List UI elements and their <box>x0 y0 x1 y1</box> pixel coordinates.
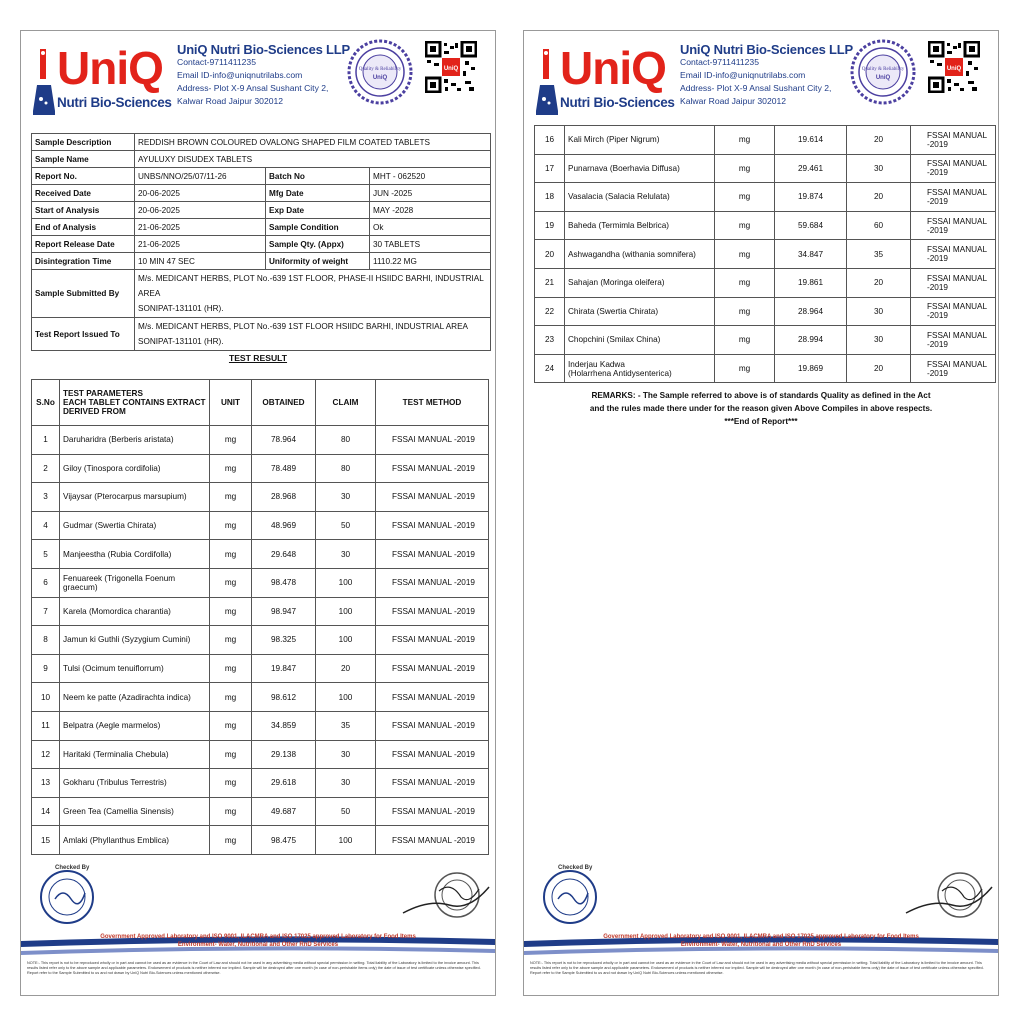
row-method: FSSAI MANUAL -2019 <box>911 240 996 269</box>
row-parameter: Belpatra (Aegle marmelos) <box>60 711 210 740</box>
row-method: FSSAI MANUAL -2019 <box>911 326 996 355</box>
remarks <box>524 389 998 428</box>
row-method: FSSAI MANUAL -2019 <box>376 769 489 798</box>
row-parameter-line-2: (Holarrhena Antidysenterica) <box>568 368 672 378</box>
row-obtained: 98.478 <box>252 568 316 597</box>
start-analysis-label: Start of Analysis <box>32 202 135 219</box>
batch-no-value: MHT - 062520 <box>370 168 491 185</box>
company-name: UniQ Nutri Bio-Sciences LLP <box>680 42 854 57</box>
table-row <box>535 268 996 297</box>
row-claim: 80 <box>316 426 376 455</box>
row-obtained: 29.138 <box>252 740 316 769</box>
row-claim: 30 <box>316 540 376 569</box>
row-sno: 4 <box>32 511 60 540</box>
row-obtained: 78.489 <box>252 454 316 483</box>
row-obtained: 28.968 <box>252 483 316 512</box>
row-unit: mg <box>210 483 252 512</box>
row-claim: 100 <box>316 683 376 712</box>
table-row <box>32 740 489 769</box>
row-unit: mg <box>715 240 775 269</box>
row-claim: 100 <box>316 826 376 855</box>
table-row <box>32 151 491 168</box>
table-row <box>32 511 489 540</box>
row-method: FSSAI MANUAL -2019 <box>911 211 996 240</box>
sample-qty-value: 30 TABLETS <box>370 236 491 253</box>
row-claim: 100 <box>316 568 376 597</box>
sample-description-value: REDDISH BROWN COLOURED OVALONG SHAPED FILM COATED TABLETS <box>135 134 491 151</box>
table-row <box>32 454 489 483</box>
row-obtained: 34.859 <box>252 711 316 740</box>
row-claim: 100 <box>316 626 376 655</box>
row-unit: mg <box>210 568 252 597</box>
row-parameter: Green Tea (Camellia Sinensis) <box>60 797 210 826</box>
col-param-line-3: DERIVED FROM <box>63 407 126 416</box>
row-unit: mg <box>210 797 252 826</box>
row-method: FSSAI MANUAL -2019 <box>376 568 489 597</box>
row-claim: 50 <box>316 797 376 826</box>
row-unit: mg <box>210 740 252 769</box>
logo-subtitle: Nutri Bio-Sciences <box>560 95 675 110</box>
row-method: FSSAI MANUAL -2019 <box>376 454 489 483</box>
remarks-line-2: and the rules made there under for the reason given Above Compiles in above respects. <box>589 404 933 413</box>
row-sno: 24 <box>535 354 565 383</box>
row-unit: mg <box>715 268 775 297</box>
table-row <box>32 626 489 655</box>
letterhead <box>21 31 495 123</box>
row-sno: 23 <box>535 326 565 355</box>
uniformity-label: Uniformity of weight <box>266 253 370 270</box>
sample-name-label: Sample Name <box>32 151 135 168</box>
received-date-label: Received Date <box>32 185 135 202</box>
uniformity-value: 1110.22 MG <box>370 253 491 270</box>
row-obtained: 98.612 <box>252 683 316 712</box>
table-row <box>535 211 996 240</box>
sample-description-label: Sample Description <box>32 134 135 151</box>
row-parameter: Jamun ki Guthli (Syzygium Cumini) <box>60 626 210 655</box>
table-row <box>32 769 489 798</box>
row-obtained: 28.994 <box>775 326 847 355</box>
row-unit: mg <box>210 626 252 655</box>
row-parameter: Chirata (Swertia Chirata) <box>565 297 715 326</box>
row-unit: mg <box>715 154 775 183</box>
row-obtained: 34.847 <box>775 240 847 269</box>
row-claim: 20 <box>847 183 911 212</box>
letterhead <box>524 31 998 123</box>
company-contact: Contact-9711411235 <box>177 57 256 67</box>
row-obtained: 98.475 <box>252 826 316 855</box>
table-row <box>32 426 489 455</box>
exp-date-value: MAY -2028 <box>370 202 491 219</box>
row-claim: 60 <box>847 211 911 240</box>
row-parameter: Sahajan (Moringa oleifera) <box>565 268 715 297</box>
row-obtained: 19.847 <box>252 654 316 683</box>
col-param-line-2: EACH TABLET CONTAINS EXTRACT <box>63 398 206 407</box>
submitted-by-line-1: M/s. MEDICANT HERBS, PLOT No.-639 1ST FLOOR, PHASE-II HSIIDC BARHI, INDUSTRIAL AREA <box>138 274 484 298</box>
col-obtained: OBTAINED <box>252 380 316 426</box>
authorised-signature-icon <box>399 869 491 925</box>
row-claim: 50 <box>316 511 376 540</box>
row-unit: mg <box>210 769 252 798</box>
row-unit: mg <box>210 826 252 855</box>
row-unit: mg <box>210 511 252 540</box>
table-row <box>535 154 996 183</box>
company-logo <box>31 41 172 121</box>
row-unit: mg <box>210 711 252 740</box>
row-obtained: 98.325 <box>252 626 316 655</box>
row-obtained: 29.461 <box>775 154 847 183</box>
row-unit: mg <box>715 183 775 212</box>
row-sno: 6 <box>32 568 60 597</box>
col-param-line-1: TEST PARAMETERS <box>63 389 143 398</box>
row-sno: 11 <box>32 711 60 740</box>
footer-line-1: Government Approved Laboratory and ISO 9001, ILACMRA and ISO 17025 approved Laboratory for Food Items <box>603 934 919 940</box>
row-parameter: Tulsi (Ocimum tenuiflorrum) <box>60 654 210 683</box>
row-sno: 15 <box>32 826 60 855</box>
row-method: FSSAI MANUAL -2019 <box>376 511 489 540</box>
row-claim: 20 <box>847 126 911 155</box>
row-obtained: 29.618 <box>252 769 316 798</box>
test-results-table-continued <box>534 125 996 383</box>
row-parameter: Vijaysar (Pterocarpus marsupium) <box>60 483 210 512</box>
row-unit: mg <box>715 297 775 326</box>
row-parameter: Giloy (Tinospora cordifolia) <box>60 454 210 483</box>
test-result-title: TEST RESULT <box>228 353 288 363</box>
row-parameter: Chopchini (Smilax China) <box>565 326 715 355</box>
table-row <box>32 253 491 270</box>
remarks-line-1: REMARKS: - The Sample referred to above is of standards Quality as defined in the Act <box>591 391 931 400</box>
table-row <box>32 270 491 318</box>
row-unit: mg <box>210 454 252 483</box>
logo-subtitle: Nutri Bio-Sciences <box>57 95 172 110</box>
row-parameter: Baheda (Termimla Belbrica) <box>565 211 715 240</box>
row-method: FSSAI MANUAL -2019 <box>376 626 489 655</box>
footer-note: NOTE:- This report is not to be reproduced wholly or in part and cannot be used as an evidence in the Court of Law and should not be used in any advertising media without special permission in writing. Total liability of the Laboratory is limited to the invoice amount. This results listed refer only to the above sample and applicable parameters. Endorsement of products is neither inferred nor implied. Sample will be destroyed after one month (in case of non-perishable items only) the date of issue of test certificate unless otherwise specified. Report refer to the Sample Submitted to us and not drawn by UniQ Nutri Bio-Sciences unless mentioned otherwise. <box>27 961 481 975</box>
test-results-table <box>31 379 489 855</box>
row-unit: mg <box>715 326 775 355</box>
row-sno: 14 <box>32 797 60 826</box>
row-sno: 7 <box>32 597 60 626</box>
row-parameter: Ashwagandha (withania somnifera) <box>565 240 715 269</box>
table-row <box>32 540 489 569</box>
table-row <box>32 318 491 351</box>
row-parameter: Gokharu (Tribulus Terrestris) <box>60 769 210 798</box>
issued-to-line-1: M/s. MEDICANT HERBS, PLOT No.-639 1ST FLOOR HSIIDC BARHI, INDUSTRIAL AREA <box>138 322 469 331</box>
row-parameter: Vasalacia (Salacia Relulata) <box>565 183 715 212</box>
table-row <box>32 236 491 253</box>
row-unit: mg <box>210 654 252 683</box>
row-obtained: 48.969 <box>252 511 316 540</box>
row-sno: 3 <box>32 483 60 512</box>
row-method: FSSAI MANUAL -2019 <box>376 826 489 855</box>
table-row <box>32 683 489 712</box>
row-claim: 30 <box>316 483 376 512</box>
row-method: FSSAI MANUAL -2019 <box>911 154 996 183</box>
table-row <box>32 597 489 626</box>
row-sno: 18 <box>535 183 565 212</box>
mfg-date-label: Mfg Date <box>266 185 370 202</box>
row-claim: 20 <box>316 654 376 683</box>
company-logo <box>534 41 675 121</box>
received-date-value: 20-06-2025 <box>135 185 266 202</box>
table-row <box>32 711 489 740</box>
row-method: FSSAI MANUAL -2019 <box>376 483 489 512</box>
row-sno: 10 <box>32 683 60 712</box>
row-unit: mg <box>715 354 775 383</box>
row-method: FSSAI MANUAL -2019 <box>911 268 996 297</box>
sample-qty-label: Sample Qty. (Appx) <box>266 236 370 253</box>
company-name: UniQ Nutri Bio-Sciences LLP <box>177 42 351 57</box>
issued-to-line-2: SONIPAT-131101 (HR). <box>138 337 224 346</box>
row-method: FSSAI MANUAL -2019 <box>376 540 489 569</box>
row-method: FSSAI MANUAL -2019 <box>911 183 996 212</box>
col-method: TEST METHOD <box>376 380 489 426</box>
table-row <box>535 326 996 355</box>
mfg-date-value: JUN -2025 <box>370 185 491 202</box>
row-parameter: Daruharidra (Berberis aristata) <box>60 426 210 455</box>
table-row <box>535 297 996 326</box>
table-row <box>32 826 489 855</box>
company-details <box>177 42 351 108</box>
row-obtained: 49.687 <box>252 797 316 826</box>
company-address-2: Kalwar Road Jaipur 302012 <box>177 96 284 106</box>
report-page-2 <box>523 30 999 996</box>
row-claim: 35 <box>847 240 911 269</box>
end-of-report: ***End of Report*** <box>724 417 798 426</box>
row-unit: mg <box>715 126 775 155</box>
seal-text: Quality & Reliability <box>358 67 402 72</box>
row-method: FSSAI MANUAL -2019 <box>376 683 489 712</box>
exp-date-label: Exp Date <box>266 202 370 219</box>
row-obtained: 19.869 <box>775 354 847 383</box>
row-method: FSSAI MANUAL -2019 <box>376 597 489 626</box>
table-row <box>32 134 491 151</box>
end-analysis-label: End of Analysis <box>32 219 135 236</box>
row-obtained: 78.964 <box>252 426 316 455</box>
row-unit: mg <box>210 597 252 626</box>
sample-info-table <box>31 133 491 351</box>
table-row <box>535 183 996 212</box>
row-sno: 21 <box>535 268 565 297</box>
row-claim: 20 <box>847 268 911 297</box>
row-sno: 9 <box>32 654 60 683</box>
disintegration-value: 10 MIN 47 SEC <box>135 253 266 270</box>
logo-wordmark: UniQ <box>560 42 666 94</box>
row-claim: 30 <box>316 769 376 798</box>
table-row <box>32 797 489 826</box>
table-row <box>32 568 489 597</box>
row-parameter: Gudmar (Swertia Chirata) <box>60 511 210 540</box>
row-claim: 30 <box>847 326 911 355</box>
company-email: Email ID-info@uniqnutrilabs.com <box>177 70 303 80</box>
row-parameter: Punarnava (Boerhavia Diffusa) <box>565 154 715 183</box>
row-obtained: 28.964 <box>775 297 847 326</box>
checked-by-stamp-icon <box>538 863 602 927</box>
submitted-by-value <box>135 270 491 318</box>
disintegration-label: Disintegration Time <box>32 253 135 270</box>
table-header-row <box>32 380 489 426</box>
col-unit: UNIT <box>210 380 252 426</box>
sample-name-value: AYULUXY DISUDEX TABLETS <box>135 151 491 168</box>
qr-label: UniQ <box>443 66 459 72</box>
submitted-by-line-2: SONIPAT-131101 (HR). <box>138 304 224 313</box>
company-contact: Contact-9711411235 <box>680 57 759 67</box>
row-obtained: 19.874 <box>775 183 847 212</box>
row-obtained: 98.947 <box>252 597 316 626</box>
row-parameter: Amlaki (Phyllanthus Emblica) <box>60 826 210 855</box>
qr-code-icon <box>928 41 980 93</box>
quality-seal-icon <box>850 39 916 105</box>
seal-brand: UniQ <box>875 75 891 81</box>
col-sno: S.No <box>32 380 60 426</box>
issued-to-value <box>135 318 491 351</box>
table-row <box>32 654 489 683</box>
company-email: Email ID-info@uniqnutrilabs.com <box>680 70 806 80</box>
row-parameter <box>565 354 715 383</box>
logo-wordmark: UniQ <box>57 42 163 94</box>
row-sno: 16 <box>535 126 565 155</box>
checked-by-label: Checked By <box>558 865 593 871</box>
seal-text: Quality & Reliability <box>861 67 905 72</box>
row-sno: 12 <box>32 740 60 769</box>
table-row <box>32 185 491 202</box>
row-claim: 30 <box>847 154 911 183</box>
row-parameter: Neem ke patte (Azadirachta indica) <box>60 683 210 712</box>
flask-icon <box>534 45 560 117</box>
start-analysis-value: 20-06-2025 <box>135 202 266 219</box>
row-claim: 30 <box>847 297 911 326</box>
issued-to-label: Test Report Issued To <box>32 318 135 351</box>
row-parameter: Karela (Momordica charantia) <box>60 597 210 626</box>
row-sno: 22 <box>535 297 565 326</box>
row-method: FSSAI MANUAL -2019 <box>376 711 489 740</box>
row-method: FSSAI MANUAL -2019 <box>376 426 489 455</box>
row-claim: 30 <box>316 740 376 769</box>
row-obtained: 29.648 <box>252 540 316 569</box>
row-unit: mg <box>210 683 252 712</box>
flask-icon <box>31 45 57 117</box>
report-no-value: UNBS/NNO/25/07/11-26 <box>135 168 266 185</box>
footer-line-1: Government Approved Laboratory and ISO 9001, ILACMRA and ISO 17025 approved Laboratory for Food Items <box>100 934 416 940</box>
row-method: FSSAI MANUAL -2019 <box>376 797 489 826</box>
row-sno: 19 <box>535 211 565 240</box>
release-date-value: 21-06-2025 <box>135 236 266 253</box>
table-row <box>32 219 491 236</box>
table-row <box>535 126 996 155</box>
col-parameters <box>60 380 210 426</box>
row-claim: 80 <box>316 454 376 483</box>
checked-by-stamp-icon <box>35 863 99 927</box>
row-method: FSSAI MANUAL -2019 <box>376 740 489 769</box>
row-sno: 13 <box>32 769 60 798</box>
report-no-label: Report No. <box>32 168 135 185</box>
row-sno: 1 <box>32 426 60 455</box>
row-sno: 5 <box>32 540 60 569</box>
row-unit: mg <box>715 211 775 240</box>
row-sno: 20 <box>535 240 565 269</box>
col-claim: CLAIM <box>316 380 376 426</box>
batch-no-label: Batch No <box>266 168 370 185</box>
company-address-2: Kalwar Road Jaipur 302012 <box>680 96 787 106</box>
table-row <box>32 168 491 185</box>
row-sno: 17 <box>535 154 565 183</box>
sample-condition-label: Sample Condition <box>266 219 370 236</box>
seal-brand: UniQ <box>372 75 388 81</box>
company-address-1: Address- Plot X-9 Ansal Sushant City 2, <box>680 83 832 93</box>
row-parameter: Fenuareek (Trigonella Foenum graecum) <box>60 568 210 597</box>
table-row <box>32 202 491 219</box>
row-method: FSSAI MANUAL -2019 <box>911 354 996 383</box>
row-parameter-line-1: Inderjau Kadwa <box>568 359 625 369</box>
row-sno: 8 <box>32 626 60 655</box>
submitted-by-label: Sample Submitted By <box>32 270 135 318</box>
footer-accreditation <box>524 933 998 949</box>
row-parameter: Manjeestha (Rubia Cordifolla) <box>60 540 210 569</box>
qr-code-icon <box>425 41 477 93</box>
authorised-signature-icon <box>902 869 994 925</box>
row-unit: mg <box>210 426 252 455</box>
row-unit: mg <box>210 540 252 569</box>
row-parameter: Haritaki (Terminalia Chebula) <box>60 740 210 769</box>
footer-line-2: Environment- Water, Nutritional and Other RnD Services <box>177 942 339 948</box>
footer-accreditation <box>21 933 495 949</box>
row-claim: 35 <box>316 711 376 740</box>
row-sno: 2 <box>32 454 60 483</box>
row-method: FSSAI MANUAL -2019 <box>911 126 996 155</box>
sample-condition-value: Ok <box>370 219 491 236</box>
row-obtained: 19.614 <box>775 126 847 155</box>
row-claim: 20 <box>847 354 911 383</box>
quality-seal-icon <box>347 39 413 105</box>
row-method: FSSAI MANUAL -2019 <box>376 654 489 683</box>
end-analysis-value: 21-06-2025 <box>135 219 266 236</box>
footer-line-2: Environment- Water, Nutritional and Other RnD Services <box>680 942 842 948</box>
row-parameter: Kali Mirch (Piper Nigrum) <box>565 126 715 155</box>
row-obtained: 59.684 <box>775 211 847 240</box>
company-details <box>680 42 854 108</box>
row-obtained: 19.861 <box>775 268 847 297</box>
table-row <box>32 483 489 512</box>
release-date-label: Report Release Date <box>32 236 135 253</box>
company-address-1: Address- Plot X-9 Ansal Sushant City 2, <box>177 83 329 93</box>
checked-by-label: Checked By <box>55 865 90 871</box>
qr-label: UniQ <box>946 66 962 72</box>
row-claim: 100 <box>316 597 376 626</box>
table-row <box>535 354 996 383</box>
row-method: FSSAI MANUAL -2019 <box>911 297 996 326</box>
report-page-1 <box>20 30 496 996</box>
table-row <box>535 240 996 269</box>
footer-note: NOTE:- This report is not to be reproduced wholly or in part and cannot be used as an evidence in the Court of Law and should not be used in any advertising media without special permission in writing. Total liability of the Laboratory is limited to the invoice amount. This results listed refer only to the above sample and applicable parameters. Endorsement of products is neither inferred nor implied. Sample will be destroyed after one month (in case of non-perishable items only) the date of issue of test certificate unless otherwise specified. Report refer to the Sample Submitted to us and not drawn by UniQ Nutri Bio-Sciences unless mentioned otherwise. <box>530 961 984 975</box>
